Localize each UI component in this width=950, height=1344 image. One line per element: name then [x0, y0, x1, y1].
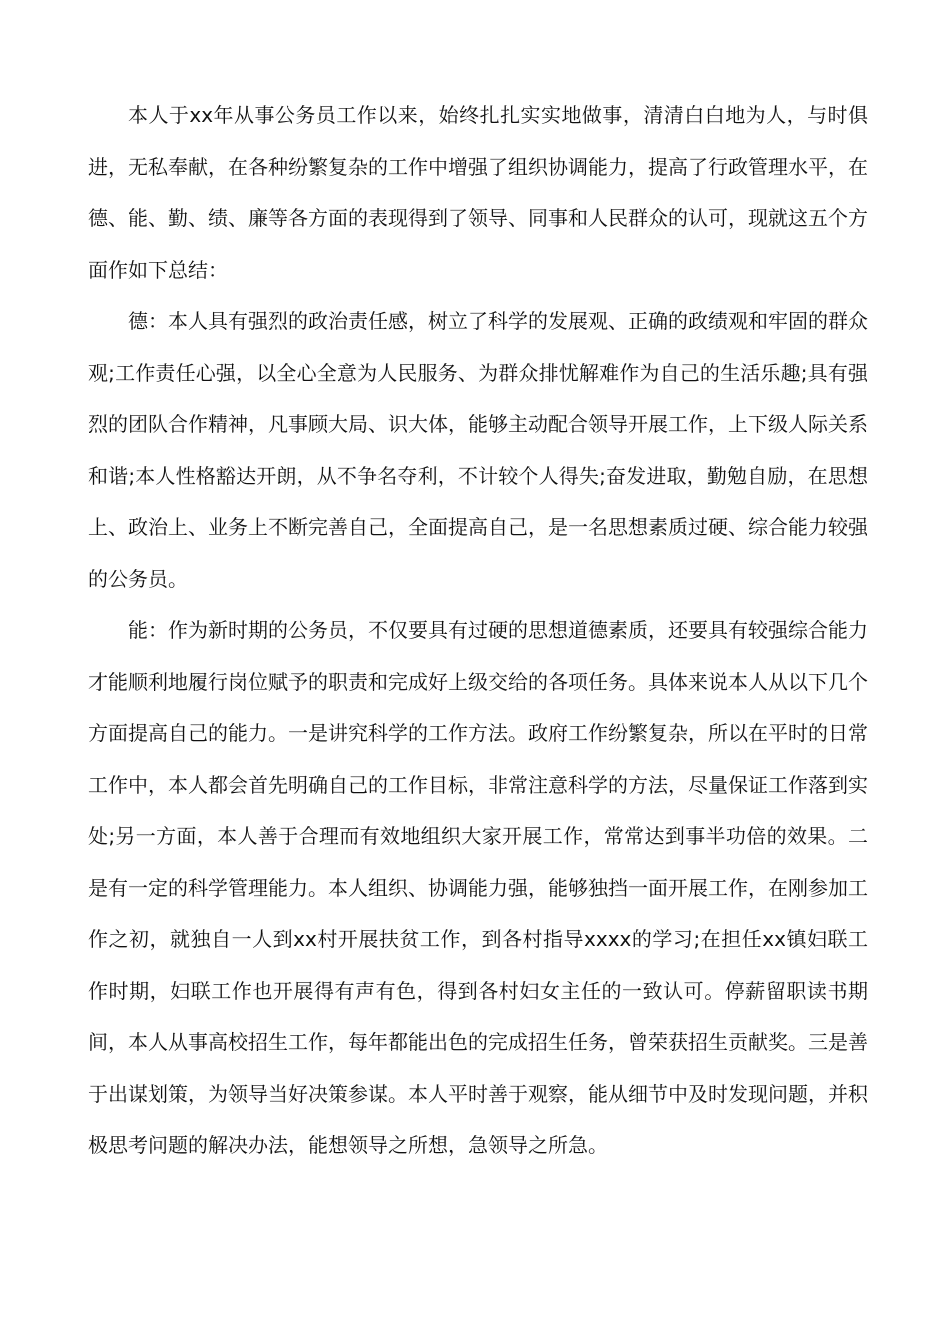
paragraph-de: 德：本人具有强烈的政治责任感，树立了科学的发展观、正确的政绩观和牢固的群众观;工作责任心强，以全心全意为人民服务、为群众排忧解难作为自己的生活乐趣;具有强烈的团队合作精神，凡事顾大局、识大体，能够主动配合领导开展工作，上下级人际关系和谐;本人性格豁达开朗，从不争名夺利，不计较个人得失;奋发进取，勤勉自励，在思想上、政治上、业务上不断完善自己，全面提高自己，是一名思想素质过硬、综合能力较强的公务员。 [88, 309, 868, 591]
paragraph-neng: 能：作为新时期的公务员，不仅要具有过硬的思想道德素质，还要具有较强综合能力才能顺利地履行岗位赋予的职责和完成好上级交给的各项任务。具体来说本人从以下几个方面提高自己的能力。一是讲究科学的工作方法。政府工作纷繁复杂，所以在平时的日常工作中，本人都会首先明确自己的工作目标，非常注意科学的方法，尽量保证工作落到实处;另一方面，本人善于合理而有效地组织大家开展工作，常常达到事半功倍的效果。二是有一定的科学管理能力。本人组织、协调能力强，能够独挡一面开展工作，在刚参加工作之初，就独自一人到xx村开展扶贫工作，到各村指导xxxx的学习;在担任xx镇妇联工作时期，妇联工作也开展得有声有色，得到各村妇女主任的一致认可。停薪留职读书期间，本人从事高校招生工作，每年都能出色的完成招生任务，曾荣获招生贡献奖。三是善于出谋划策，为领导当好决策参谋。本人平时善于观察，能从细节中及时发现问题，并积极思考问题的解决办法，能想领导之所想，急领导之所急。 [88, 618, 868, 1157]
paragraph-intro: 本人于xx年从事公务员工作以来，始终扎扎实实地做事，清清白白地为人，与时俱进，无私奉献，在各种纷繁复杂的工作中增强了组织协调能力，提高了行政管理水平，在德、能、勤、绩、廉等各方面的表现得到了领导、同事和人民群众的认可，现就这五个方面作如下总结： [88, 103, 868, 282]
document-body [88, 90, 868, 1172]
